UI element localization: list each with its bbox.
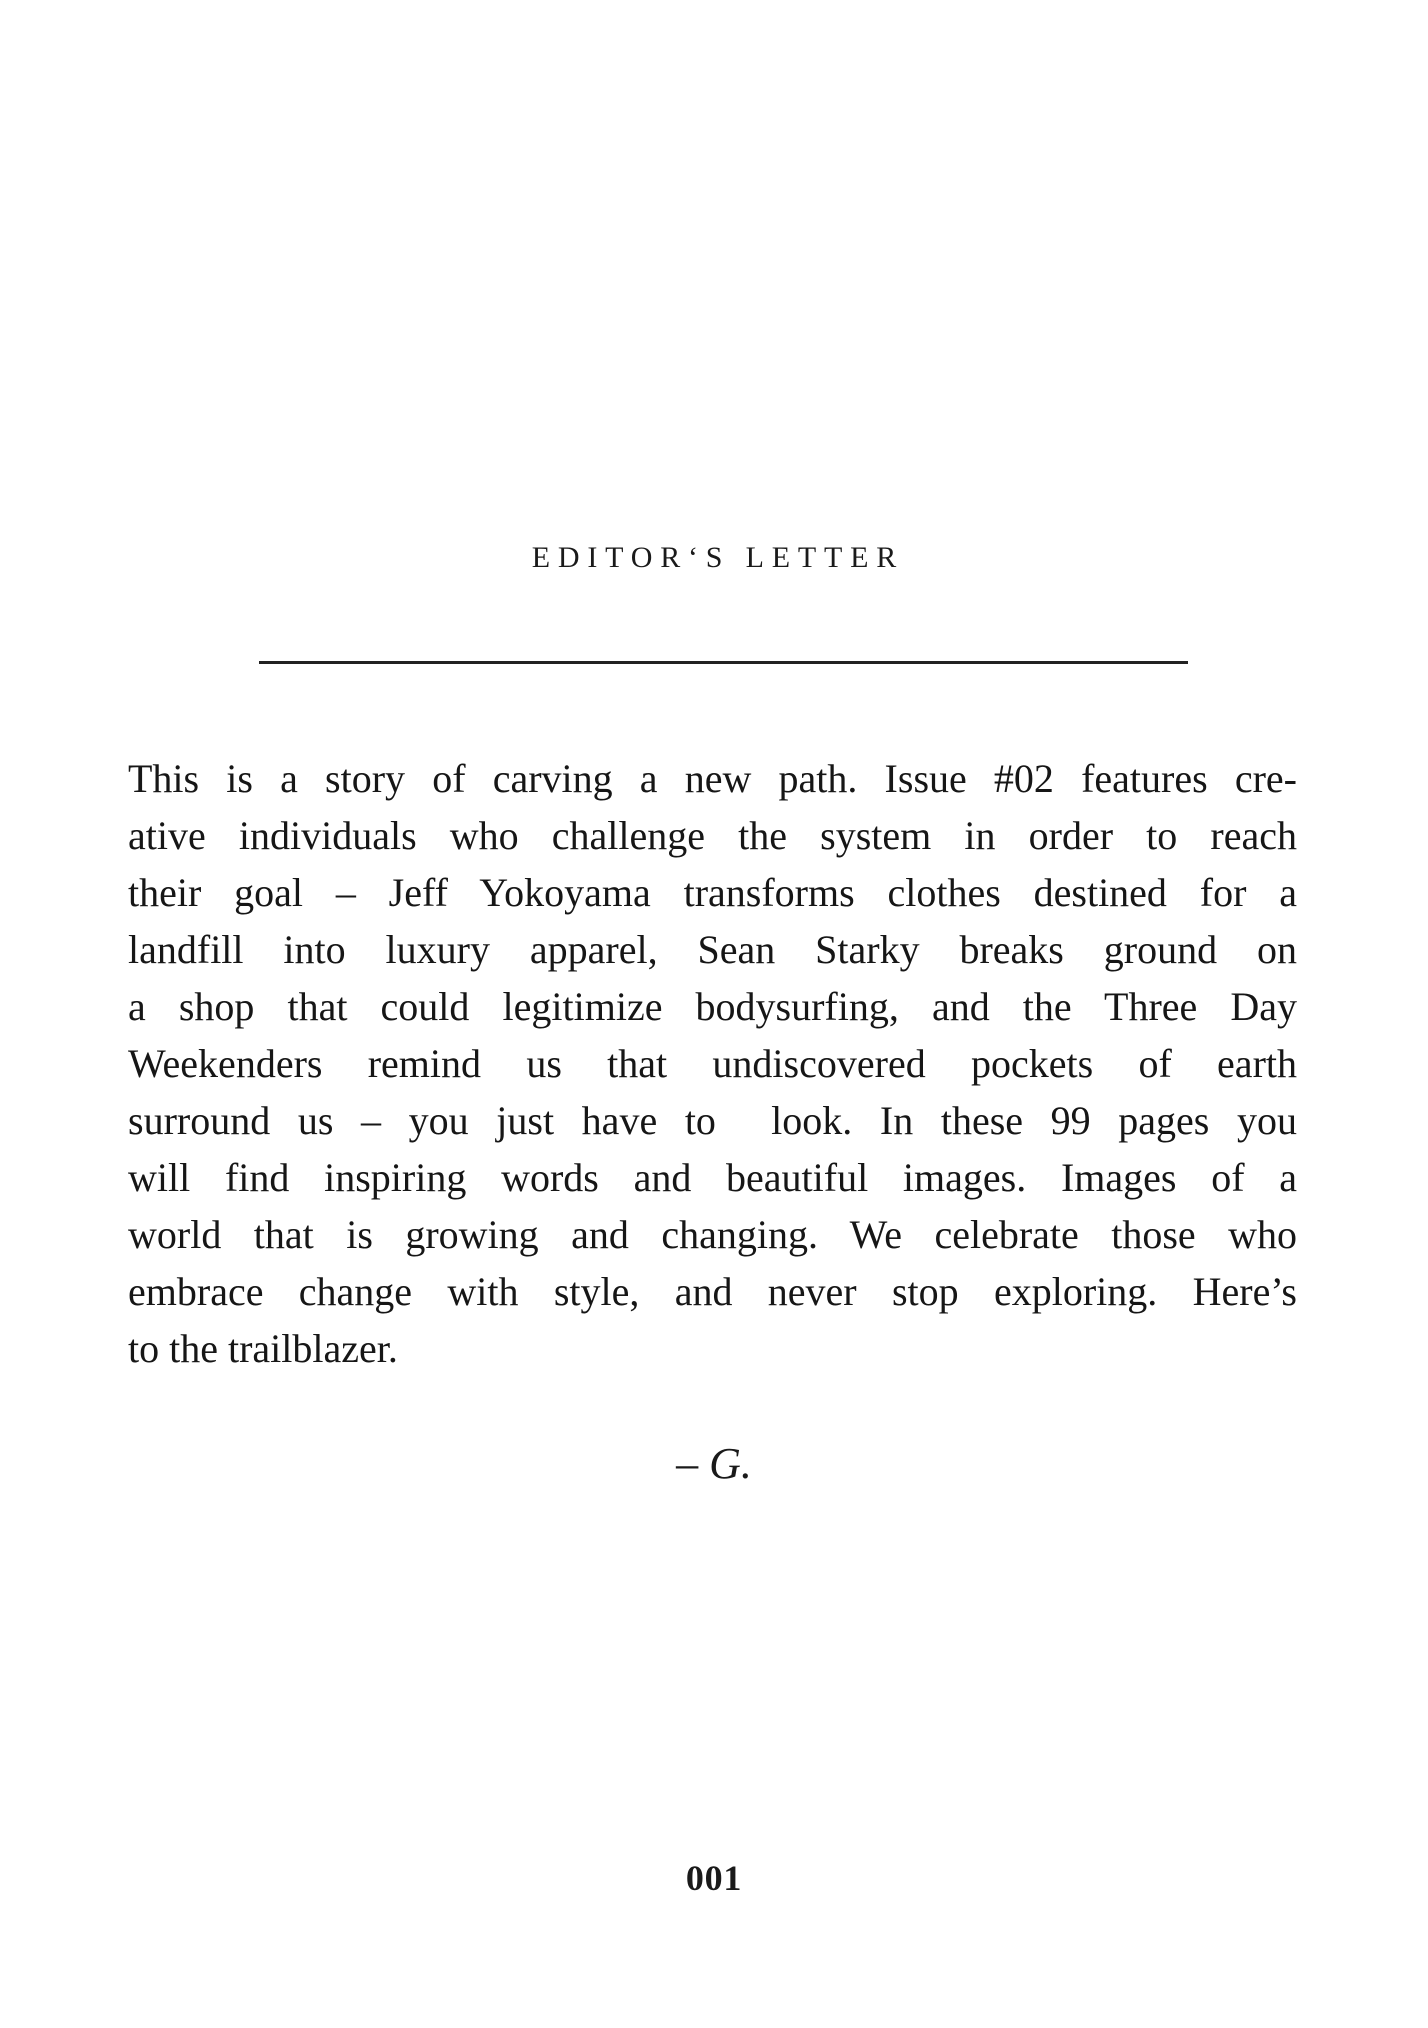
body-text-line: This is a story of carving a new path. Issue #02 features cre- — [128, 756, 1297, 801]
page-number: 001 — [685, 1858, 743, 1898]
divider-rule — [259, 661, 1188, 664]
body-text-line: world that is growing and changing. We celebrate those who — [128, 1212, 1297, 1257]
body-text-line: landfill into luxury apparel, Sean Starky breaks ground on — [128, 927, 1297, 972]
body-text-line: their goal – Jeff Yokoyama transforms clothes destined for a — [128, 870, 1297, 915]
editor-signature: – G. — [676, 1439, 752, 1488]
body-text-line: to the trailblazer. — [128, 1326, 398, 1371]
page-title: EDITOR‘S LETTER — [531, 541, 905, 574]
body-text-line: surround us – you just have to look. In these 99 pages you — [128, 1098, 1297, 1143]
body-text-line: ative individuals who challenge the system in order to reach — [128, 813, 1297, 858]
body-text-line: will find inspiring words and beautiful images. Images of a — [128, 1155, 1297, 1200]
body-text-line: a shop that could legitimize bodysurfing, and the Three Day — [128, 984, 1297, 1029]
body-text-line: Weekenders remind us that undiscovered pockets of earth — [128, 1041, 1297, 1086]
body-text-line: embrace change with style, and never stop exploring. Here’s — [128, 1269, 1297, 1314]
editor-letter-body — [128, 750, 1297, 1377]
